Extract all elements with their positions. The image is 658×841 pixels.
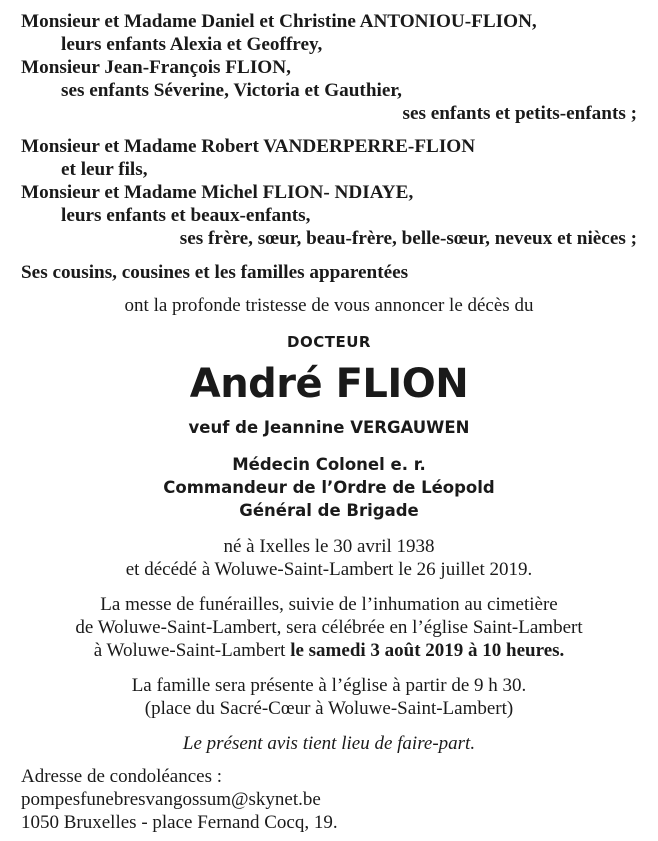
distinction-line: Médecin Colonel e. r. [232,455,426,474]
family-line: ses enfants Séverine, Victoria et Gauthier, [61,80,402,101]
family-line: Monsieur et Madame Robert VANDERPERRE-FLION [21,136,476,157]
presence-line: La famille sera présente à l’église à partir de 9 h 30. [131,675,527,696]
family-line: et leur fils, [61,159,148,180]
condolences-address: 1050 Bruxelles - place Fernand Cocq, 19. [21,812,338,833]
funeral-line: La messe de funérailles, suivie de l’inhumation au cimetière [100,594,558,615]
distinction-line: Général de Brigade [239,501,419,520]
birth-line: né à Ixelles le 30 avril 1938 [223,536,435,557]
family-line: Monsieur et Madame Daniel et Christine ANTONIOU-FLION, [21,11,537,32]
condolences-email[interactable]: pompesfunebresvangossum@skynet.be [21,789,321,810]
distinction-line: Commandeur de l’Ordre de Léopold [163,478,495,497]
family-line: leurs enfants et beaux-enfants, [61,205,311,226]
funeral-place: à Woluwe-Saint-Lambert [93,640,291,661]
announcement-line: ont la profonde tristesse de vous annoncer le décès du [124,295,534,316]
deceased-widower: veuf de Jeannine VERGAUWEN [188,418,470,437]
family-line: ses frère, sœur, beau-frère, belle-sœur, neveux et nièces ; [179,228,637,249]
relatives-line: Ses cousins, cousines et les familles apparentées [21,262,409,283]
condolences-label: Adresse de condoléances : [21,766,223,787]
family-line: Monsieur et Madame Michel FLION- NDIAYE, [21,182,414,203]
funeral-date: le samedi 3 août 2019 à 10 heures. [290,640,565,661]
family-line: ses enfants et petits-enfants ; [402,103,637,124]
deceased-title: DOCTEUR [287,333,371,351]
funeral-line: de Woluwe-Saint-Lambert, sera célébrée en l’église Saint-Lambert [75,617,583,638]
notice-line: Le présent avis tient lieu de faire-part. [182,733,476,754]
family-line: Monsieur Jean-François FLION, [21,57,291,78]
family-line: leurs enfants Alexia et Geoffrey, [61,34,323,55]
deceased-name: André FLION [189,361,469,407]
presence-address: (place du Sacré-Cœur à Woluwe-Saint-Lambert) [144,698,514,719]
funeral-line [0,641,658,660]
death-line: et décédé à Woluwe-Saint-Lambert le 26 juillet 2019. [125,559,533,580]
